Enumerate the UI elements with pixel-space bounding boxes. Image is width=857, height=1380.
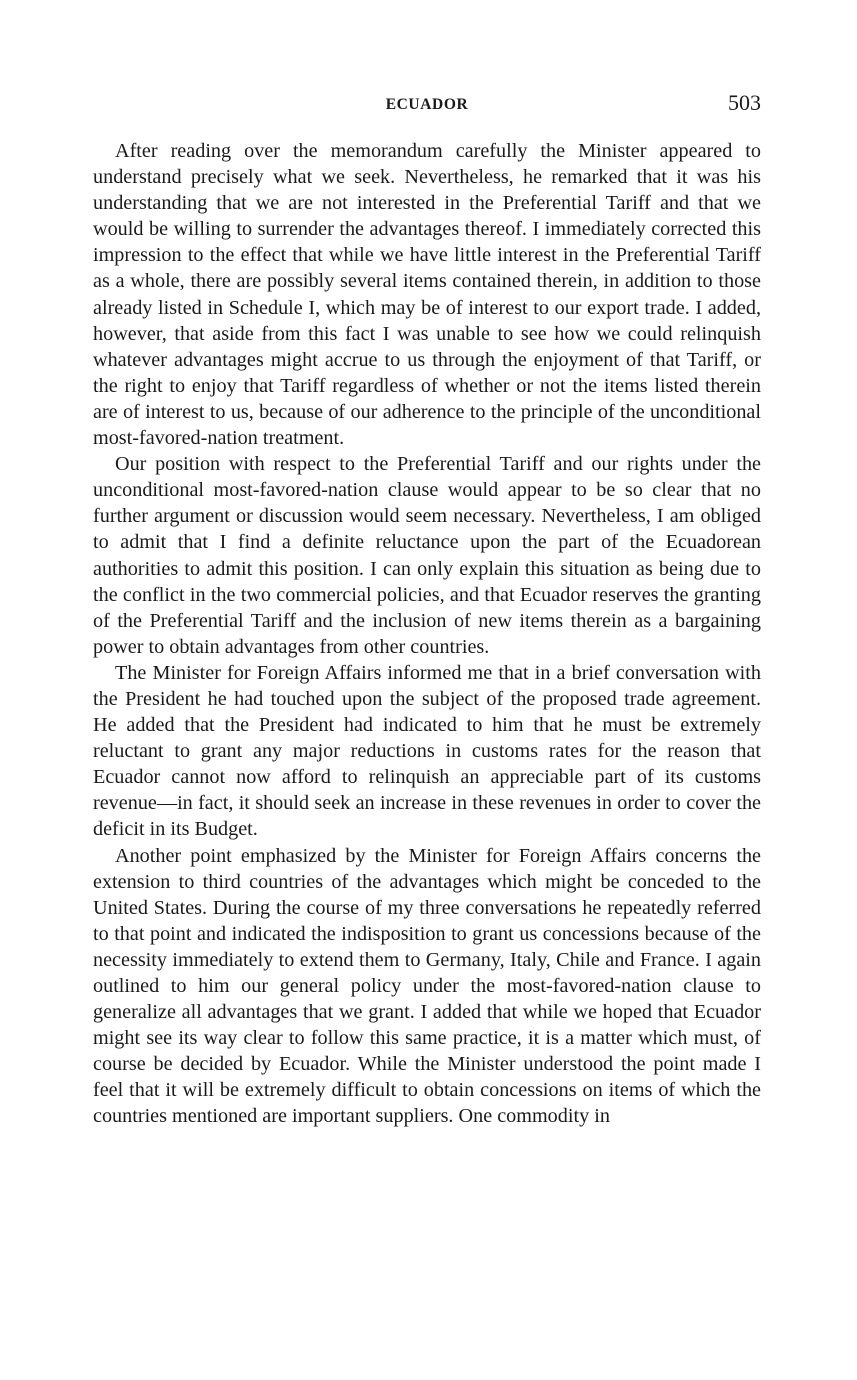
paragraph-preferential-tariff-memorandum: After reading over the memorandum carefully the Minister appeared to understand precisely what we seek. Nevertheless, he remarked that it was his understanding that we are not interested in the Preferential Tariff and that we would be willing to surrender the advantages thereof. I immediately corrected this impression to the effect that while we have little interest in the Preferential Tariff as a whole, there are possibly several items contained therein, in addition to those already listed in Schedule I, which may be of interest to our export trade. I added, however, that aside from this fact I was unable to see how we could relinquish whatever advantages might accrue to us through the enjoyment of that Tariff, or the right to enjoy that Tariff regardless of whether or not the items listed therein are of interest to us, because of our adherence to the principle of the unconditional most-favored-nation treatment. [93, 140, 761, 450]
body-text [93, 138, 761, 1130]
running-title: ECUADOR [385, 96, 469, 113]
page-number: 503 [728, 90, 761, 115]
paragraph-third-countries-concessions: Another point emphasized by the Minister for Foreign Affairs concerns the extension to third countries of the advantages which might be conceded to the United States. During the course of my three conversations he repeatedly referred to that point and indicated the indisposition to grant us concessions because of the necessity immediately to extend them to Germany, Italy, Chile and France. I again outlined to him our general policy under the most-favored-nation clause to generalize all advantages that we grant. I added that while we hoped that Ecuador might see its way clear to follow this same practice, it is a matter which must, of course be decided by Ecuador. While the Minister understood the point made I feel that it will be extremely difficult to obtain concessions on items of which the countries mentioned are important suppliers. One commodity in [93, 844, 761, 1128]
document-page [93, 92, 761, 1130]
running-head [93, 92, 761, 122]
paragraph-president-customs-revenue: The Minister for Foreign Affairs informed me that in a brief conversation with the President he had touched upon the subject of the proposed trade agreement. He added that the President had indicated to him that he must be extremely reluctant to grant any major reductions in customs rates for the reason that Ecuador cannot now afford to relinquish an appreciable part of its customs revenue—in fact, it should seek an increase in these revenues in order to cover the deficit in its Budget. [93, 661, 761, 841]
paragraph-most-favored-nation-position: Our position with respect to the Preferential Tariff and our rights under the unconditional most-favored-nation clause would appear to be so clear that no further argument or discussion would seem necessary. Nevertheless, I am obliged to admit that I find a definite reluctance upon the part of the Ecuadorean authorities to admit this position. I can only explain this situation as being due to the conflict in the two commercial policies, and that Ecuador reserves the granting of the Preferential Tariff and the inclusion of new items therein as a bargaining power to obtain advantages from other countries. [93, 453, 761, 658]
